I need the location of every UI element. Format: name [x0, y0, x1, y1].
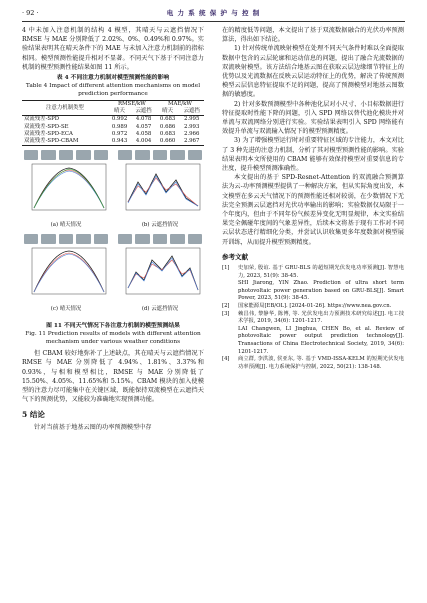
subfigure-caption: (d) 云遮挡情况 — [141, 306, 179, 313]
sky-image-strip — [118, 234, 202, 244]
conclusion-point-2: 2) 针对多数预测模型中各种池化层对小尺寸、小目标数据进行特征提取时性能下降的问题，引入 SPD 网络以替代池化模块并对单流与双流网络分别进行实验。实验结果表明引入 SPD 网络能有效提升单流与双流输入情况下的模型预测精度。 — [222, 100, 404, 136]
conclusion-point-3: 3) 为了增强模型运行时对重要特征区域的专注能力，本文对比了 3 种先进的注意力机制，分析了其对模型预测性能的影响。实验结果表明本文所使用的 CBAM 能够有效保持模型对重要信息的专注度，提升模型预测准确性。 — [222, 137, 404, 173]
table-group-rmse: RMSE/kW — [108, 101, 156, 109]
table-subheader: 晴天 — [156, 108, 179, 116]
table-cell: 0.989 — [111, 123, 128, 130]
table-caption-en: Table 4 Impact of different attention mechanisms on model prediction performance — [25, 83, 201, 98]
left-column — [22, 26, 204, 432]
table-row — [22, 124, 204, 131]
reference-item: [2] 国家能源局[EB/OL]. [2024-01-26]. https://www.nea.gov.cn. — [222, 303, 392, 310]
table-group-mae: MAE/kW — [156, 101, 204, 109]
results-table — [22, 100, 204, 146]
subfigure-c — [22, 234, 110, 314]
table-cell: 0.992 — [111, 116, 128, 123]
line-plot-c — [22, 246, 110, 304]
body-paragraph: 但 CBAM 较好地弥补了上述缺点，其在晴天与云遮挡情况下 RMSE 与 MAE 分别降低了 4.94%、1.81%、3.37%和 0.93%，与相和模型相比，RMSE 与 MAE 分别降低了 15.50%、4.05%、11.65%和 5.15%。CBAM 模块的加入使模型的注意力尽可能集中在关键区域，既能保持双流模型在云遮挡天气下的预测优势，又能较为准确地实现预测功能。 — [22, 350, 204, 404]
references-heading: 参考文献 — [222, 252, 248, 261]
table-subheader: 云遮挡 — [179, 108, 204, 116]
table-row — [22, 131, 204, 138]
references-list — [222, 265, 404, 371]
subfigure-caption: (b) 云遮挡情况 — [141, 222, 179, 229]
line-plot-d — [116, 246, 204, 304]
reference-item: [3] 赖昌伟, 黎静华, 陈博, 等. 光伏发电出力预测技术研究综述[J]. 电工技术学报, 2019, 34(6): 1201-1217. — [222, 310, 404, 325]
table-cell: 0.660 — [156, 138, 179, 146]
table-row — [22, 138, 204, 146]
table-cell: 0.686 — [159, 123, 176, 130]
table-cell: 0.683 — [159, 130, 176, 137]
table-cell: 双流残差-SPD-CBAM — [22, 138, 108, 146]
figure-caption-en: Fig. 11 Prediction results of models with different attention — [25, 331, 201, 338]
table-row — [22, 116, 204, 124]
line-plot-a — [22, 162, 110, 220]
table-caption — [22, 74, 204, 98]
subfigure-a — [22, 150, 110, 230]
reference-item: SHI Jiarong, YIN Zhao. Prediction of ultra short term photovoltaic power generation based on GRU-BLS[J]. Smart Power, 2023, 51(9): 38-45. — [238, 280, 404, 302]
body-paragraph: 针对当前基于地基云图的功率预测模型中存 — [34, 423, 152, 431]
conclusion-point-1: 1) 针对传统单流映射模型在处理不同天气条件时难以全面提取数据中包含的云层轮廓和运动信息的问题，提出了融合光流数据的双流映射模型。该方法结合地基云图在获取云层边缘细节特征上的优势以及光流数据在反映云层运动特征上的优势，解决了传统预测模型云层信息特征提取不足的问题，提高了预测模型对地基云图数据的敏感度。 — [222, 45, 404, 99]
page-number: · 92 · — [22, 9, 39, 17]
table-cell: 2.967 — [179, 138, 204, 146]
body-paragraph: 在的精度低等问题，本文提出了基于双流数据融合的光伏功率预测算法，得出如下结论。 — [222, 27, 404, 44]
sky-image-strip — [24, 150, 108, 160]
table-subheader: 晴天 — [108, 108, 131, 116]
table-cell: 双流残差-SPD-ECA — [24, 130, 73, 137]
subfigure-d — [116, 234, 204, 314]
table-row-header: 注意力机制类型 — [22, 101, 108, 116]
header-rule — [22, 21, 405, 22]
table-cell: 2.993 — [183, 123, 200, 130]
subfigure-b — [116, 150, 204, 230]
table-cell: 0.683 — [159, 116, 176, 123]
figure-caption — [22, 322, 204, 346]
table-cell: 双流残差-SPD-SE — [24, 123, 69, 130]
right-column — [222, 26, 404, 371]
table-cell: 双流残差-SPD — [24, 116, 60, 123]
table-cell: 4.057 — [135, 123, 152, 130]
figure-caption-cn: 图 11 不同天气情况下各注意力机制的模型预测结果 — [46, 323, 180, 330]
intro-paragraph: 4 中未加入注意机制的结构 4 模型，其晴天与云遮挡情况下 RMSE 与 MAE 分别降低了 2.02%、0%、0.49%和 0.97%。实验结果表明其在晴天条件下的 MAE 与未加入注意力机制前的指标相同。模型预测性能提升相对不显著。不同天气下基于不同注意力机制的模型预测性能结果如图 11 所示。 — [22, 27, 204, 71]
sky-image-strip — [118, 150, 202, 160]
reference-item: [1] 史加荣, 殷谊. 基于 GRU-BLS 的超短期光伏发电功率预测[J]. 智慧电力, 2023, 51(9): 38-45. — [222, 265, 404, 279]
reference-item: [4] 商立群, 李洪波, 侯亚东, 等. 基于 VMD-ISSA-KELM 的短期光伏发电功率预测[J]. 电力系统保护与控制, 2022, 50(21): 138-148. — [222, 356, 404, 370]
section-heading: 5 结论 — [22, 410, 45, 420]
table-cell: 2.966 — [183, 130, 200, 137]
figure-caption-en: mechanism under various weather conditions — [45, 339, 181, 346]
body-paragraph: 本文提出的基于 SPD-Resnet-Attention 的双流融合预测算法为云-功率预测模型提供了一种解决方案，但从实际角度出发，本文模型在多云天气情况下的预测性能还相对较弱，在少数情况下无法完全预测云层遮挡对光伏功率输出的影响；实验数据仅局限于一个年度内，但由于不同年份气候差异变化无明显规律，本文实验结果完全佩碰年度间的气象差异性，后续本文将基于现有工作对不同云层状态进行精细化分类，并尝试认识收集更多年度数据对模型展开训练，从而提升模型预测精度。 — [222, 174, 404, 246]
line-plot-b — [116, 162, 204, 220]
table-cell: 4.078 — [135, 116, 152, 123]
subfigure-caption: (a) 晴天情况 — [50, 222, 82, 229]
sky-image-strip — [24, 234, 108, 244]
figure-11 — [22, 150, 204, 322]
table-subheader: 云遮挡 — [131, 108, 156, 116]
page-header — [22, 8, 405, 20]
journal-title: 电 力 系 统 保 护 与 控 制 — [166, 9, 261, 17]
table-cell: 4.058 — [135, 130, 152, 137]
table-caption-cn: 表 4 不同注意力机制对模型预测性能的影响 — [56, 75, 170, 82]
table-cell: 4.004 — [131, 138, 156, 146]
reference-item: LAI Changwen, LI Jinghua, CHEN Bo, et al. Review of photovoltaic power output prediction technology[J]. Transactions of China Electrotechnical Society, 2019, 34(6): 1201-1217. — [238, 325, 404, 355]
table-cell: 2.995 — [183, 116, 200, 123]
table-cell: 0.972 — [111, 130, 128, 137]
subfigure-caption: (c) 晴天情况 — [50, 306, 82, 313]
table-cell: 0.943 — [108, 138, 131, 146]
